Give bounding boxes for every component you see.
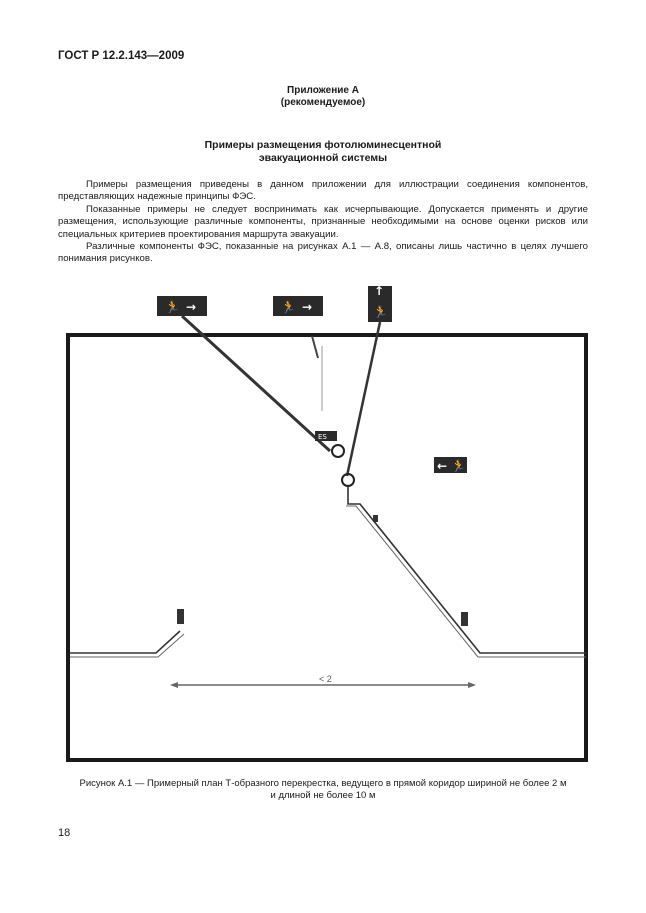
leader-line-right [347, 322, 380, 476]
svg-text:🏃: 🏃 [373, 305, 388, 319]
paragraph-1: Примеры размещения приведены в данном приложении для иллюстрации соединения компонентов, представляющих надежные принципы ФЭС. [58, 179, 588, 203]
section-title-line2: эвакуационной системы [258, 152, 388, 164]
exit-sign-top-center [273, 296, 323, 316]
center-vertical-path [312, 336, 318, 358]
paragraph-3: Различные компоненты ФЭС, показанные на рисунках А.1 — А.8, описаны лишь частично в целях лучшего понимания рисунков. [58, 241, 588, 265]
figure-caption-line1: Рисунок А.1 — Примерный план Т-образного перекрестка, ведущего в прямой коридор шириной не более 2 м [79, 778, 567, 789]
wall-marker-right-2 [461, 612, 468, 626]
arrow-left-icon: ← [437, 459, 448, 473]
exit-sign-left-arrow [434, 457, 467, 473]
right-corridor-wall [348, 487, 586, 653]
svg-text:🏃: 🏃 [451, 459, 466, 473]
floor-plan-figure [60, 286, 595, 766]
wall-marker-left [177, 609, 184, 624]
left-corridor-wall [70, 631, 180, 653]
width-label: < 2 [319, 674, 332, 684]
directional-sign-small [315, 431, 337, 441]
page-number: 18 [58, 827, 71, 839]
room-outline [68, 335, 586, 760]
arrow-right-icon: → [186, 300, 197, 314]
body-text [58, 179, 588, 266]
exit-sign-top-left [157, 296, 207, 316]
figure-caption-line2: и длиной не более 10 м [270, 790, 376, 801]
arrow-up-icon: ↑ [374, 286, 385, 298]
paragraph-2: Показанные примеры не следует воспринимать как исчерпывающие. Допускается применять и другие размещения, использующие различные компоненты, признанные необходимыми на основе оценки рисков или специальных критериев проектирования маршрута эвакуации. [58, 203, 588, 240]
wall-marker-right-1 [373, 515, 378, 522]
es-circle-marker [332, 445, 344, 457]
appendix-subtitle: (рекомендуемое) [280, 97, 366, 108]
width-dimension [170, 674, 476, 688]
document-header: ГОСТ Р 12.2.143—2009 [58, 50, 185, 62]
svg-text:🏃: 🏃 [281, 300, 296, 314]
svg-text:ES: ES [318, 433, 327, 441]
section-title-line1: Примеры размещения фотолюминесцентной [204, 139, 442, 151]
appendix-title: Приложение А [287, 85, 359, 96]
svg-text:🏃: 🏃 [165, 300, 180, 314]
arrow-right-icon: → [302, 300, 313, 314]
exit-sign-top-right [368, 286, 392, 322]
